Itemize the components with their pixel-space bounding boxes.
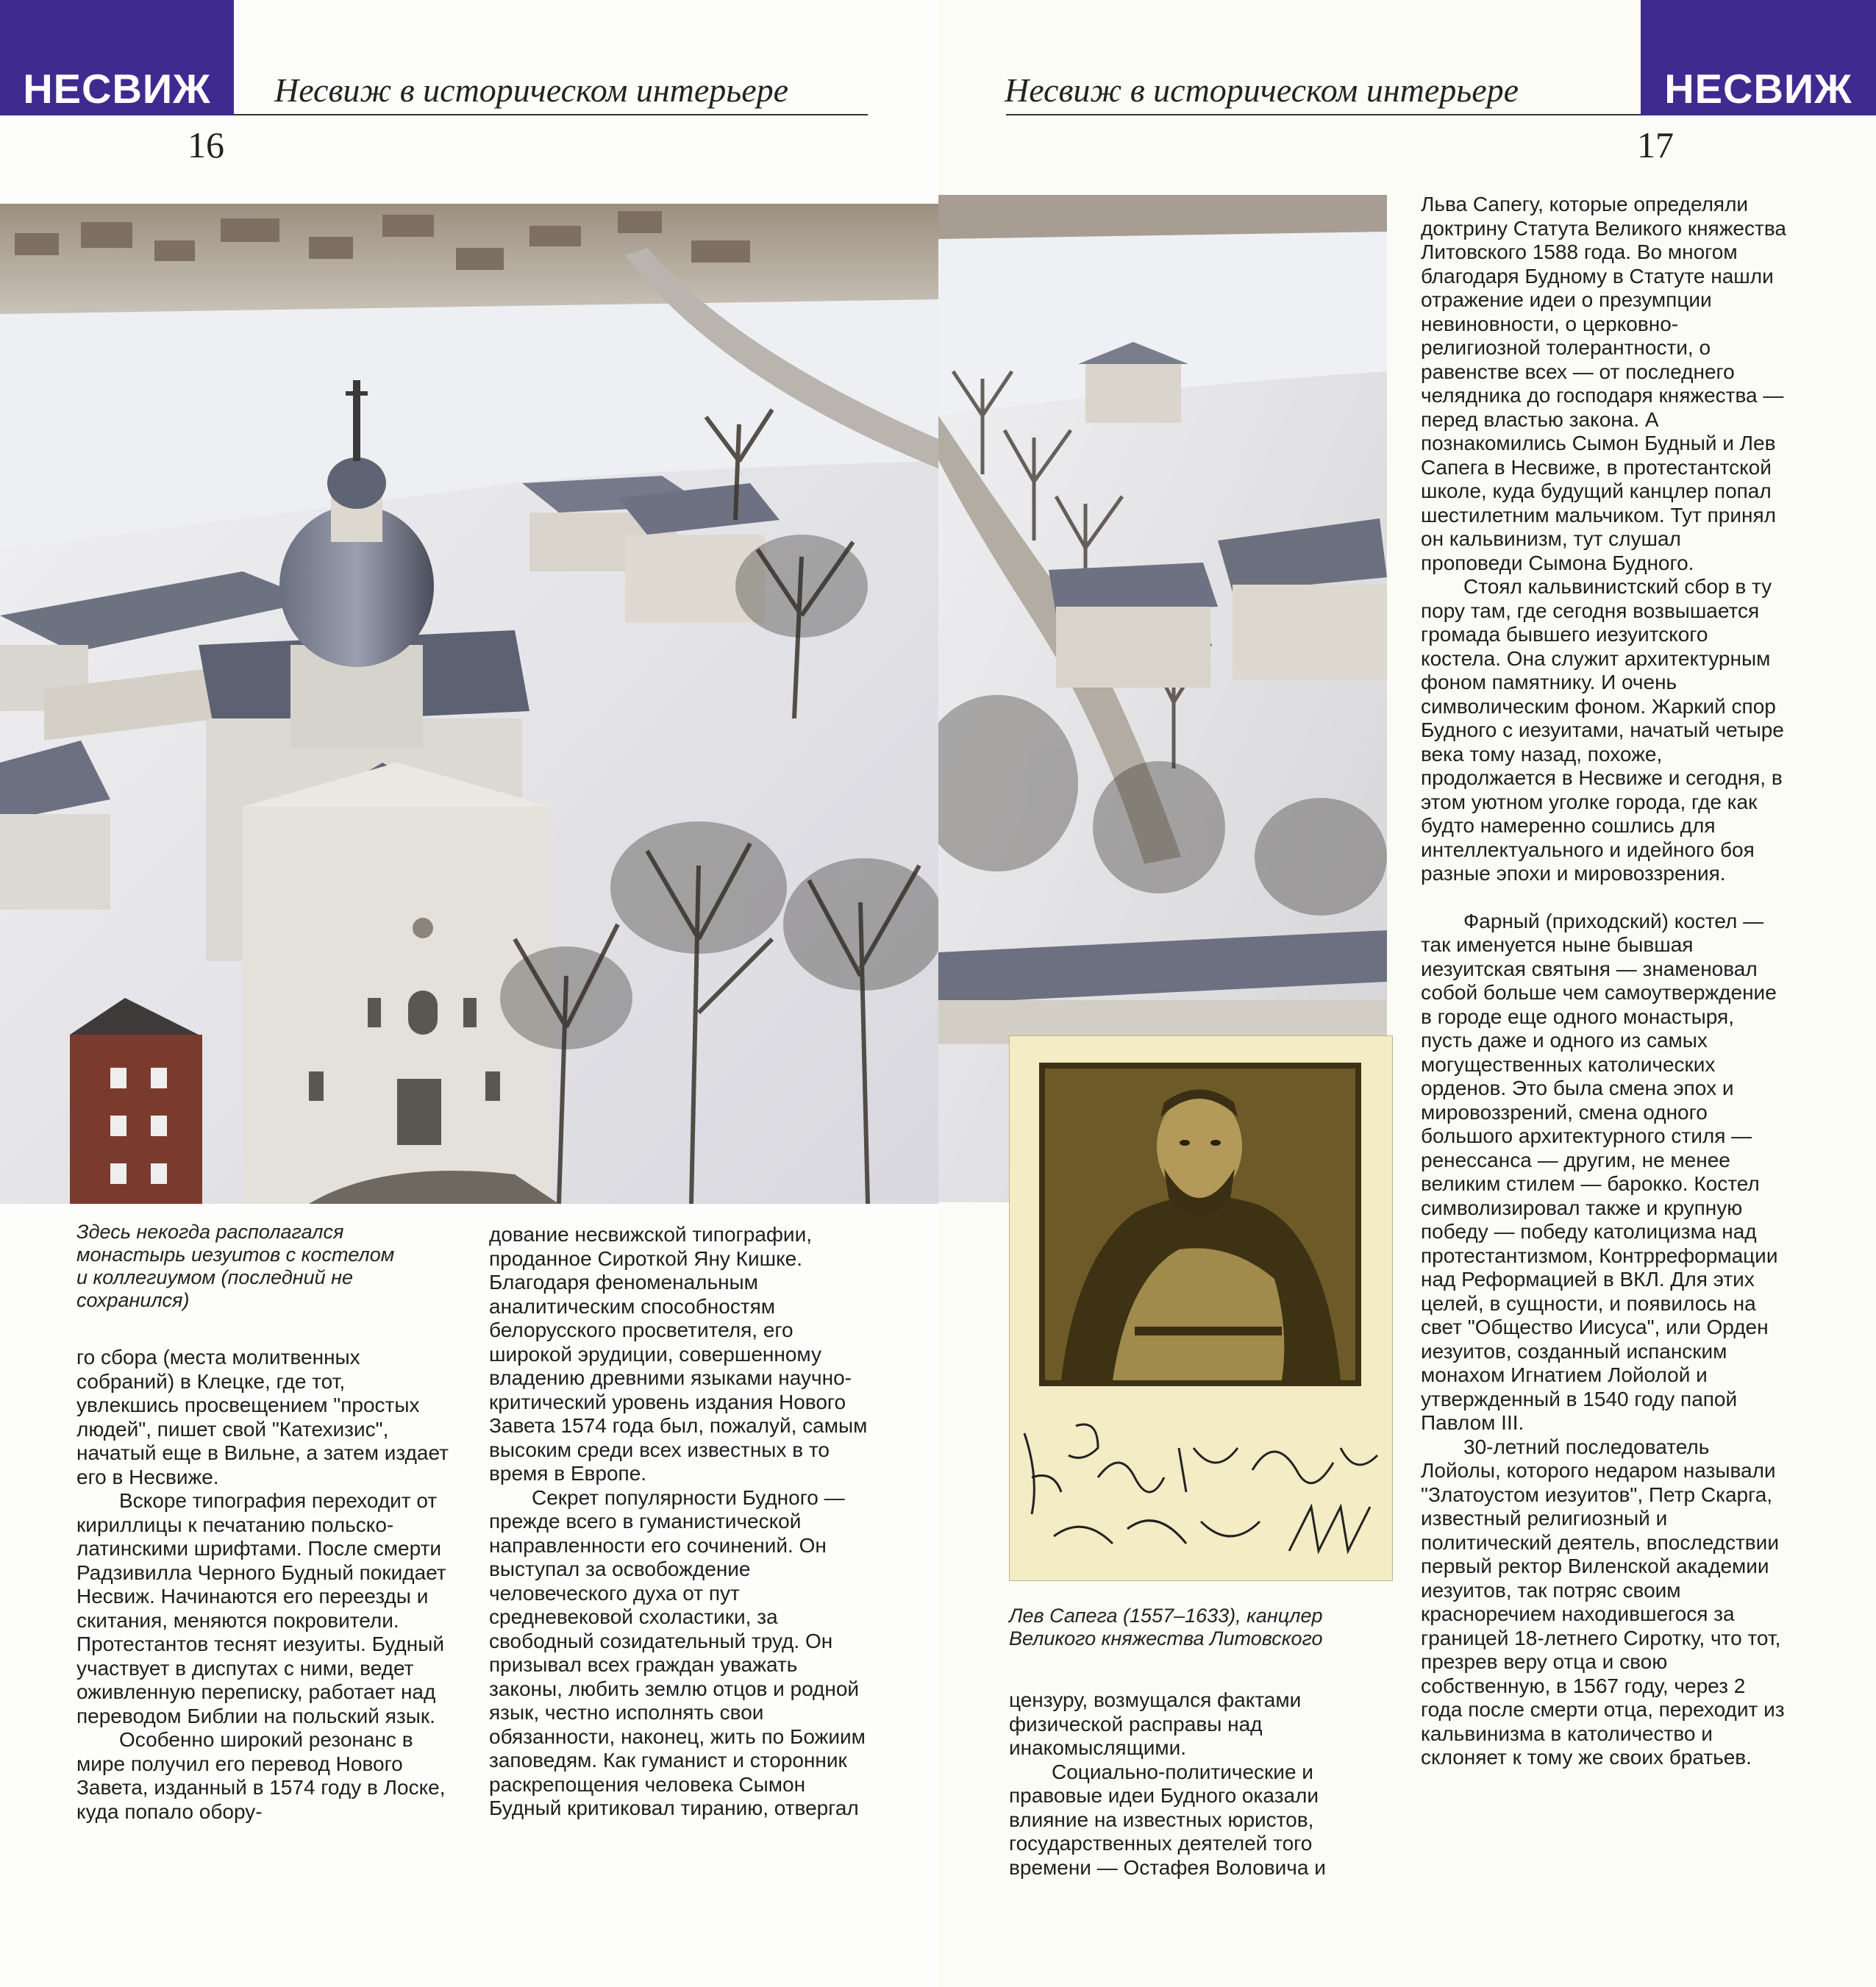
- header-rule: [1006, 114, 1642, 115]
- lev-sapega-portrait-image: [1039, 1063, 1361, 1386]
- paragraph: Вскоре типография переходит от кириллицы к печатанию польско-латинскими шрифтами. После смерти Радзивилла Черного Будный покидает Несвиж. Начинаются его переезды и скитания, меняются покровители. Протестантов теснят иезуиты. Будный участвует в диспутах с ними, ведет оживленную переписку, работает над переводом Библии на польский язык.: [76, 1489, 446, 1727]
- paragraph: Фарный (приходский) костел — так именуется ныне бывшая иезуитская святыня — знаменовал собой больше чем самоутверждение в городе еще одного монастыря, пусть даже и одного из самых могущественных католических орденов. Это была смена эпох и мировоззрений, смена одного большого архитектурного стиля — ренессанса — другим, не менее великим стилем — барокко. Костел символизировал также и крупную победу — победу католицизма над протестантизмом, Контрреформации над Реформацией в ВКЛ. Для этих целей, в сущности, и появилось на свет "Общество Иисуса", или Орден иезуитов, созданный испанским монахом Игнатием Лойолой и утвержденный в 1540 году папой Павлом III.: [1421, 909, 1778, 1434]
- header-rule: [234, 114, 868, 115]
- paragraph: цензуру, возмущался фактами физической расправы над инакомыслящими.: [1009, 1688, 1302, 1759]
- photo-caption: Здесь некогда располагался монастырь иезуитов с костелом и коллегиумом (последний не сохранился): [76, 1221, 395, 1311]
- paragraph: 30-летний последователь Лойолы, которого недаром называли "Златоустом иезуитов", Петр Скарга, известный религиозный и политический деятель, впоследствии первый ректор Виленской академии иезуитов, так потряс своим красноречием находившегося за границей 18-летнего Сиротку, что тот, презрев веру отца и свою собственную, в 1567 году, через 2 года после смерти отца, переходит из кальвинизма в католичество и склоняет к тому же своих братьев.: [1421, 1435, 1785, 1769]
- text-column-4: [1421, 193, 1788, 1770]
- page-number: 16: [188, 124, 224, 165]
- portrait-caption: Лев Сапега (1557–1633), канцлер Великого княжества Литовского: [1009, 1605, 1323, 1649]
- brand-label: НЕСВИЖ: [0, 0, 234, 115]
- paragraph: Стоял кальвинистский сбор в ту пору там, где сегодня возвышается громада бывшего иезуитского костела. Она служит архитектурным фоном памятнику. И очень символическим фоном. Жаркий спор Будного с иезуитами, начатый четыре века тому назад, похоже, продолжается в Несвиже и сегодня, в этом уютном уголке города, где как будто намеренно сошлись для интеллектуального и идейного боя разные эпохи и мировоззрения.: [1421, 575, 1784, 885]
- portrait-frame: [1009, 1035, 1393, 1581]
- paragraph: Секрет популярности Будного — прежде всего в гуманистической направленности его сочинений. Он выступал за освобождение человеческого духа от пут средневековой схоластики, за свободный созидательный труд. Он призывал всех граждан уважать законы, любить землю отцов и родной язык, честно исполнять свои обязанности, наконец, жить по Божиим заповедям. Как гуманист и сторонник раскрепощения человека Сымон Будный критиковал тиранию, отвергал: [489, 1485, 866, 1819]
- paragraph: го сбора (места молитвенных собраний) в Клецке, где тот, увлекшись просвещением "простых людей", пишет свой "Катехизис", начатый еще в Вильне, а затем издает его в Несвиже.: [76, 1346, 449, 1488]
- text-column-1: [76, 1346, 452, 1824]
- text-column-3: [1009, 1688, 1377, 1880]
- paragraph: дование несвижской типографии, проданное Сироткой Яну Кишке. Благодаря феноменальным аналитическим способностям белорусского просветителя, его широкой эрудиции, совершенному владению древними языками научно-критический уровень издания Нового Завета 1574 года был, пожалуй, самым высоким среди всех известных в то время в Европе.: [489, 1223, 868, 1485]
- right-page: [938, 0, 1876, 1987]
- brand-label: НЕСВИЖ: [1641, 0, 1876, 115]
- running-title: Несвиж в историческом интерьере: [1005, 71, 1519, 109]
- monastery-aerial-photo: [0, 204, 938, 1204]
- page-number: 17: [1637, 124, 1674, 165]
- text-column-2: [489, 1223, 871, 1821]
- paragraph: Социально-политические и правовые идеи Будного оказали влияние на известных юристов, государственных деятелей того времени — Остафея Воловича и: [1009, 1760, 1326, 1879]
- paragraph: Особенно широкий резонанс в мире получил его перевод Нового Завета, изданный в 1574 году в Лоске, куда попало обору-: [76, 1728, 446, 1823]
- running-title: Несвиж в историческом интерьере: [274, 71, 789, 109]
- paragraph: Льва Сапегу, которые определяли доктрину Статута Великого княжества Литовского 1588 года. Во многом благодаря Будному в Статуте нашли отражение идеи о презумпции невиновности, о церковно-религиозной толерантности, о равенстве всех — от последнего челядника до господаря княжества — перед властью закона. А познакомились Сымон Будный и Лев Сапега в Несвиже, в протестантской школе, куда будущий канцлер попал шестилетним мальчиком. Тут принял он кальвинизм, тут слушал проповеди Сымона Будного.: [1421, 193, 1786, 574]
